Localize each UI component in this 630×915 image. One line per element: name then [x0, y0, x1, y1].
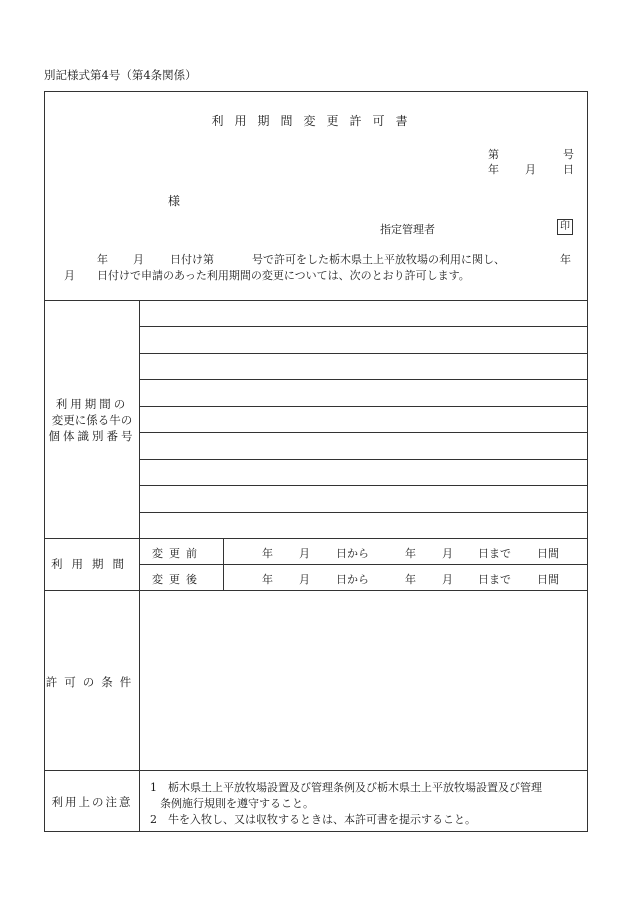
before-days: 日間	[537, 547, 559, 560]
cattle-id-row[interactable]	[139, 432, 588, 433]
cattle-id-row[interactable]	[139, 406, 588, 407]
cattle-id-row[interactable]	[139, 353, 588, 354]
after-from-year: 年	[262, 573, 273, 586]
addressee-suffix: 様	[168, 194, 181, 208]
cattle-id-label-line1: 利用期間の	[55, 397, 129, 411]
before-to-year: 年	[405, 547, 416, 560]
note-2: 2 牛を入牧し、又は収牧するときは、本許可書を提示すること。	[150, 813, 476, 826]
cattle-id-row[interactable]	[139, 512, 588, 513]
cattle-id-row[interactable]	[139, 326, 588, 327]
issue-date-day: 日	[563, 163, 574, 176]
body-month-2: 月	[64, 269, 75, 282]
document-title: 利用期間変更許可書	[211, 114, 419, 128]
divider-cattle-bottom	[44, 538, 588, 539]
before-to-month: 月	[442, 547, 453, 560]
after-days: 日間	[537, 573, 559, 586]
notes-label: 利用上の注意	[51, 795, 133, 809]
period-sublabel-divider	[223, 538, 224, 590]
before-from-month: 月	[299, 547, 310, 560]
cattle-id-row[interactable]	[139, 459, 588, 460]
period-label: 利用期間	[51, 557, 133, 571]
conditions-label: 許可の条件	[45, 675, 139, 689]
after-change-label: 変更後	[152, 573, 203, 586]
after-from-day: 日から	[336, 573, 369, 586]
issue-date-month: 月	[525, 163, 536, 176]
cattle-id-label-line2: 変更に係る牛の	[51, 413, 133, 427]
body-line1-text: 号で許可をした栃木県土上平放牧場の利用に関し、	[252, 253, 505, 266]
cattle-id-row[interactable]	[139, 485, 588, 486]
after-from-month: 月	[299, 573, 310, 586]
before-from-year: 年	[262, 547, 273, 560]
period-row-divider	[139, 564, 588, 565]
seal-stamp: 印	[557, 219, 573, 235]
body-line2-text: 日付けで申請のあった利用期間の変更については、次のとおり許可します。	[97, 269, 470, 282]
body-dated-number: 日付け第	[170, 253, 214, 266]
divider-conditions-bottom	[44, 770, 588, 771]
form-number-label: 別記様式第4号（第4条関係）	[44, 68, 197, 82]
body-month: 月	[133, 253, 144, 266]
issuer-label: 指定管理者	[380, 223, 435, 236]
divider-header-bottom	[44, 300, 588, 301]
after-to-year: 年	[405, 573, 416, 586]
permit-number-prefix: 第	[488, 148, 499, 161]
permit-number-suffix: 号	[563, 148, 574, 161]
note-1: 1 栃木県土上平放牧場設置及び管理条例及び栃木県土上平放牧場設置及び管理	[150, 781, 542, 794]
body-year: 年	[97, 253, 108, 266]
after-to-day: 日まで	[478, 573, 511, 586]
conditions-field[interactable]	[140, 591, 587, 769]
before-change-label: 変更前	[152, 547, 203, 560]
cattle-id-row[interactable]	[139, 379, 588, 380]
issue-date-year: 年	[488, 163, 499, 176]
cattle-id-label-line3: 個体識別番号	[48, 429, 136, 443]
after-to-month: 月	[442, 573, 453, 586]
before-from-day: 日から	[336, 547, 369, 560]
body-year-2: 年	[560, 253, 571, 266]
before-to-day: 日まで	[478, 547, 511, 560]
note-1-continued: 条例施行規則を遵守すること。	[160, 797, 314, 810]
